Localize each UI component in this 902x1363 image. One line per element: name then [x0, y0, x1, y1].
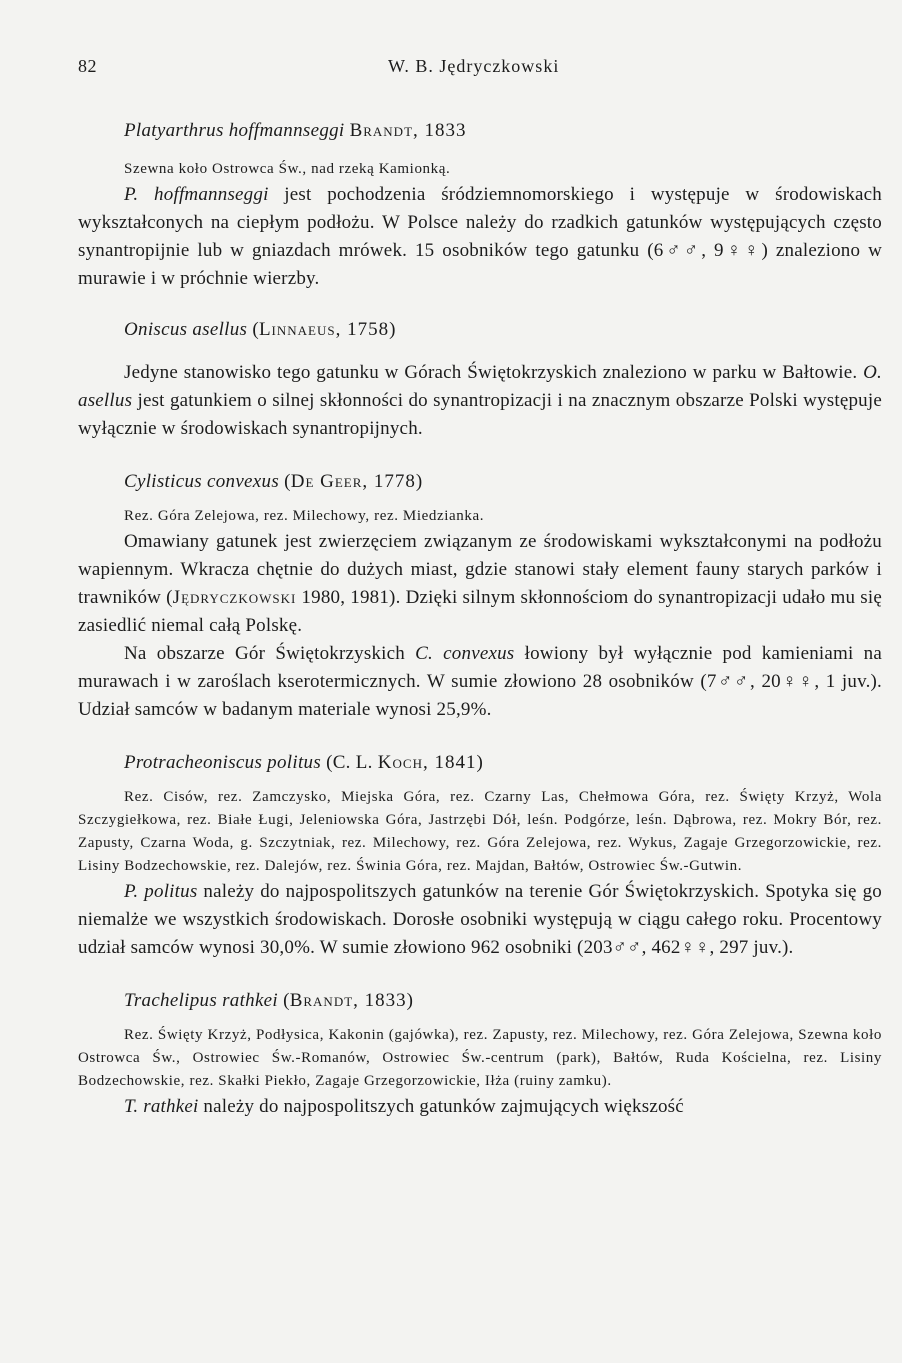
species-description	[78, 181, 882, 293]
description-text: 1980, 1981). Dzięki silnym skłonnościom do synantropizacji udało mu się zasiedlić niemal całą Polskę.	[78, 587, 882, 636]
species-name: Cylisticus convexus	[124, 471, 280, 492]
description-text: należy do najpospolitszych gatunków na terenie Gór Świętokrzyskich. Spotyka się go niemalże we wszystkich środowiskach. Dorosłe osobniki występują w ciągu całego roku. Procentowy udział samców wynosi 30,0%. W sumie złowiono 962 osobniki (203♂♂, 462♀♀, 297 juv.).	[78, 881, 882, 958]
species-heading-protracheoniscus	[78, 750, 882, 776]
species-author: Brandt, 1833	[349, 120, 467, 141]
author-open: (	[283, 990, 290, 1011]
author-open: (	[284, 471, 291, 492]
description-text: Jedyne stanowisko tego gatunku w Górach Świętokrzyskich znaleziono w parku w Bałtowie.	[124, 362, 864, 383]
page-number: 82	[78, 56, 97, 76]
author-open: (	[252, 319, 259, 340]
author-open: (C. L.	[326, 752, 378, 773]
description-text: łowiony był wyłącznie pod kamieniami na murawach i w zaroślach kserotermicznych. W sumie złowiono 28 osobników (7♂♂, 20♀♀, 1 juv.). Udział samców w badanym materiale wynosi 25,9%.	[78, 643, 883, 720]
locality-list: Szewna koło Ostrowca Św., nad rzeką Kamionką.	[124, 161, 451, 177]
description-text: jest gatunkiem o silnej skłonności do synantropizacji i na znacznym obszarze Polski występuje wyłącznie w środowiskach synantropijnych.	[78, 390, 882, 439]
page	[78, 48, 882, 1121]
species-name: Platyarthrus hoffmannseggi	[124, 120, 345, 141]
species-description	[78, 640, 882, 724]
species-heading-platyarthrus	[78, 118, 882, 144]
citation-author: Jędryczkowski	[172, 587, 297, 608]
locality-list: Rez. Góra Zelejowa, rez. Milechowy, rez. Miedzianka.	[124, 508, 485, 524]
species-author: De Geer, 1778)	[290, 471, 424, 492]
description-text: jest pochodzenia śródziemnomorskiego i występuje w środowiskach wykształconych na ciepłym podłożu. W Polsce należy do rzadkich gatunków występujących często synantropijnie lub w gniazdach mrówek. 15 osobników tego gatunku (6♂♂, 9♀♀) znaleziono w murawie i w próchnie wierzby.	[78, 184, 882, 289]
species-author: Koch, 1841)	[377, 752, 484, 773]
species-author: Brandt, 1833)	[289, 990, 414, 1011]
species-abbr: P. hoffmannseggi	[124, 184, 269, 205]
species-heading-oniscus	[78, 317, 882, 343]
species-name: Protracheoniscus politus	[124, 752, 322, 773]
species-abbr: C. convexus	[415, 643, 515, 664]
species-abbr: P. politus	[124, 881, 198, 902]
locality-list: Rez. Święty Krzyż, Podłysica, Kakonin (gajówka), rez. Zapusty, rez. Milechowy, rez. Góra Zelejowa, Szewna koło Ostrowca Św., Ostrowiec Św.-Romanów, Ostrowiec Św.-centrum (park), Bałtów, Ruda Kościelna, rez. Lisiny Bodzechowskie, rez. Skałki Piekło, Zagaje Grzegorzowickie, Iłża (ruiny zamku).	[78, 1027, 882, 1089]
running-head: W. B. Jędryczkowski	[388, 56, 560, 76]
species-heading-cylisticus	[78, 469, 882, 495]
description-text: Na obszarze Gór Świętokrzyskich	[124, 643, 416, 664]
species-name: Trachelipus rathkei	[124, 990, 278, 1011]
species-name: Oniscus asellus	[124, 319, 248, 340]
locality-list: Rez. Cisów, rez. Zamczysko, Miejska Góra, rez. Czarny Las, Chełmowa Góra, rez. Święty Krzyż, Wola Szczygiełkowa, rez. Białe Ługi, Jeleniowska Góra, Jastrzębi Dół, leśn. Podgórze, leśn. Dąbrowa, rez. Mokry Bór, rez. Zapusty, Czarna Woda, g. Szczytniak, rez. Milechowy, rez. Góra Zelejowa, rez. Wykus, Zagaje Grzegorzowickie, rez. Lisiny Bodzechowskie, rez. Dalejów, rez. Świnia Góra, rez. Majdan, Bałtów, Ostrowiec Św.-Gutwin.	[78, 789, 882, 874]
species-abbr: O. asellus	[78, 362, 882, 411]
page-header	[78, 48, 882, 78]
species-author: Linnaeus, 1758)	[258, 319, 397, 340]
species-description	[78, 1093, 882, 1121]
description-text: należy do najpospolitszych gatunków zajmujących większość	[198, 1096, 684, 1117]
species-description	[78, 878, 882, 962]
species-heading-trachelipus	[78, 988, 882, 1014]
description-text: Omawiany gatunek jest zwierzęciem związanym ze środowiskami wykształconymi na podłożu wapiennym. Wkracza chętnie do dużych miast, gdzie stanowi stały element fauny starych parków i trawników (	[78, 531, 882, 608]
species-abbr: T. rathkei	[124, 1096, 199, 1117]
species-description	[78, 359, 882, 443]
species-description	[78, 528, 882, 640]
